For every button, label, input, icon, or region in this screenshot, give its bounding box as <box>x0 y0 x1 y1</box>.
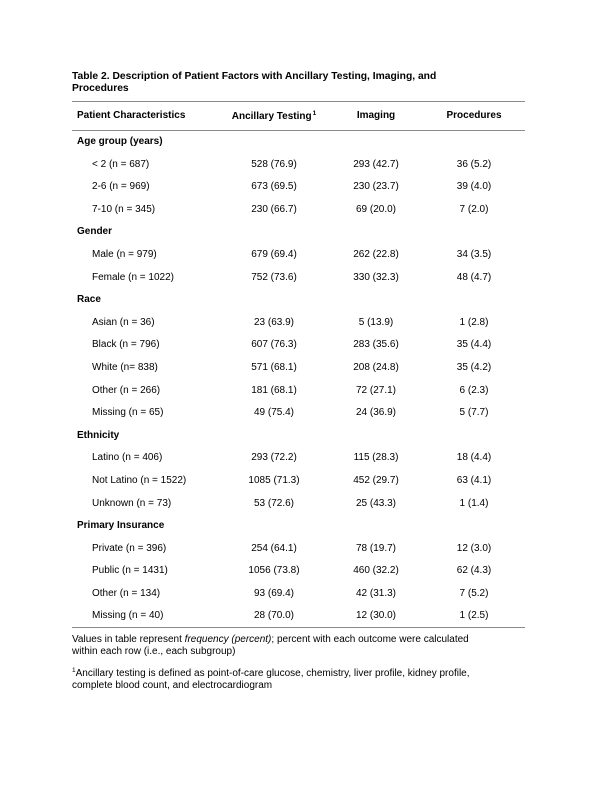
table-row <box>72 582 525 605</box>
row-label: Male (n = 979) <box>92 249 157 261</box>
table-caption: Table 2. Description of Patient Factors with Ancillary Testing, Imaging, and Procedures <box>72 71 437 95</box>
values-note-prefix: Values in table represent <box>72 633 185 645</box>
group-title: Gender <box>77 226 113 238</box>
cell-imaging: 24 (36.9) <box>355 407 397 419</box>
cell-ancillary: 230 (66.7) <box>251 203 297 215</box>
row-label: Public (n = 1431) <box>92 565 168 577</box>
row-label: Asian (n = 36) <box>92 316 155 328</box>
cell-imaging: 230 (23.7) <box>353 181 399 193</box>
row-label: Black (n = 796) <box>92 339 160 351</box>
table-row <box>72 560 525 583</box>
row-label: Unknown (n = 73) <box>92 497 172 509</box>
cell-ancillary: 752 (73.6) <box>251 271 297 283</box>
cell-procedures: 7 (2.0) <box>459 203 489 215</box>
cell-imaging: 12 (30.0) <box>329 605 423 628</box>
cell-procedures: 48 (4.7) <box>456 271 492 283</box>
cell-procedures: 1 (2.5) <box>423 605 525 628</box>
row-label: Private (n = 396) <box>92 542 167 554</box>
cell-imaging: 460 (32.2) <box>353 565 399 577</box>
cell-imaging: 72 (27.1) <box>355 384 397 396</box>
cell-imaging: 208 (24.8) <box>353 362 399 374</box>
cell-ancillary: 181 (68.1) <box>251 384 297 396</box>
table-notes <box>72 634 492 693</box>
cell-imaging: 115 (28.3) <box>353 452 399 464</box>
cell-procedures: 35 (4.4) <box>456 339 492 351</box>
cell-ancillary: 528 (76.9) <box>251 158 297 170</box>
header-row <box>72 101 525 130</box>
table-row <box>72 379 525 402</box>
table-body <box>72 130 525 627</box>
table-row <box>72 311 525 334</box>
row-label: Missing (n = 40) <box>72 605 219 628</box>
cell-imaging: 262 (22.8) <box>353 249 399 261</box>
row-label: < 2 (n = 687) <box>92 158 150 170</box>
cell-procedures: 62 (4.3) <box>456 565 492 577</box>
cell-procedures: 1 (1.4) <box>459 497 489 509</box>
header-ancillary-label: Ancillary Testing <box>231 110 312 122</box>
cell-imaging: 330 (32.3) <box>353 271 399 283</box>
table-row <box>72 469 525 492</box>
footnote-text: Ancillary testing is defined as point-of-care glucose, chemistry, liver profile, kidney profile, complete blood count, and electrocardiogram <box>72 667 470 692</box>
table-row <box>72 243 525 266</box>
header-ancillary-testing <box>219 101 329 130</box>
row-label: 2-6 (n = 969) <box>92 181 150 193</box>
cell-imaging: 293 (42.7) <box>353 158 399 170</box>
table-row <box>72 537 525 560</box>
document-page <box>72 71 525 699</box>
cell-imaging: 283 (35.6) <box>353 339 399 351</box>
table-row <box>72 198 525 221</box>
group-header-row <box>72 424 525 447</box>
cell-ancillary: 49 (75.4) <box>253 407 295 419</box>
cell-procedures: 36 (5.2) <box>456 158 492 170</box>
cell-ancillary: 28 (70.0) <box>219 605 329 628</box>
cell-ancillary: 673 (69.5) <box>251 181 297 193</box>
group-title: Age group (years) <box>77 136 163 148</box>
header-patient-characteristics: Patient Characteristics <box>72 101 219 130</box>
ancillary-footnote <box>72 665 492 693</box>
values-note-emphasis: frequency (percent) <box>184 633 272 645</box>
cell-ancillary: 93 (69.4) <box>253 587 295 599</box>
cell-imaging: 69 (20.0) <box>355 203 397 215</box>
cell-procedures: 35 (4.2) <box>456 362 492 374</box>
row-label: White (n= 838) <box>92 362 158 374</box>
cell-imaging: 78 (19.7) <box>355 542 397 554</box>
table-row <box>72 334 525 357</box>
row-label: Other (n = 266) <box>92 384 161 396</box>
cell-procedures: 5 (7.7) <box>459 407 489 419</box>
row-label: Other (n = 134) <box>92 587 161 599</box>
header-imaging: Imaging <box>329 101 423 130</box>
row-label: Not Latino (n = 1522) <box>92 475 187 487</box>
group-title: Race <box>77 294 101 306</box>
cell-ancillary: 53 (72.6) <box>253 497 295 509</box>
footnote-marker: 1 <box>72 666 76 674</box>
patient-factors-table <box>72 101 525 628</box>
cell-imaging: 42 (31.3) <box>355 587 397 599</box>
group-title: Primary Insurance <box>77 520 165 532</box>
group-header-row <box>72 130 525 153</box>
cell-ancillary: 571 (68.1) <box>251 362 297 374</box>
cell-procedures: 6 (2.3) <box>459 384 489 396</box>
row-label: 7-10 (n = 345) <box>92 203 156 215</box>
table-row <box>72 447 525 470</box>
table-row <box>72 153 525 176</box>
cell-ancillary: 23 (63.9) <box>253 316 295 328</box>
table-row <box>72 176 525 199</box>
cell-ancillary: 1056 (73.8) <box>248 565 300 577</box>
cell-ancillary: 1085 (71.3) <box>248 475 300 487</box>
cell-procedures: 18 (4.4) <box>456 452 492 464</box>
cell-procedures: 34 (3.5) <box>456 249 492 261</box>
cell-imaging: 452 (29.7) <box>353 475 399 487</box>
group-title: Ethnicity <box>77 429 120 441</box>
cell-procedures: 1 (2.8) <box>459 316 489 328</box>
group-header-row <box>72 221 525 244</box>
group-header-row <box>72 288 525 311</box>
table-row <box>72 492 525 515</box>
cell-imaging: 25 (43.3) <box>355 497 397 509</box>
cell-ancillary: 679 (69.4) <box>251 249 297 261</box>
table-row <box>72 401 525 424</box>
row-label: Female (n = 1022) <box>92 271 174 283</box>
header-procedures: Procedures <box>423 101 525 130</box>
cell-ancillary: 254 (64.1) <box>251 542 297 554</box>
table-row <box>72 356 525 379</box>
row-label: Missing (n = 65) <box>92 407 164 419</box>
cell-procedures: 63 (4.1) <box>456 475 492 487</box>
cell-ancillary: 607 (76.3) <box>251 339 297 351</box>
footnote-marker: 1 <box>312 109 317 117</box>
row-label: Latino (n = 406) <box>92 452 163 464</box>
cell-procedures: 12 (3.0) <box>456 542 492 554</box>
cell-imaging: 5 (13.9) <box>358 316 394 328</box>
values-note-suffix: ; percent with each outcome were calculated within each row (i.e., each subgroup) <box>72 633 469 658</box>
values-note <box>72 634 492 659</box>
group-header-row <box>72 514 525 537</box>
table-row <box>72 605 525 628</box>
table-row <box>72 266 525 289</box>
cell-procedures: 7 (5.2) <box>459 587 489 599</box>
cell-procedures: 39 (4.0) <box>456 181 492 193</box>
cell-ancillary: 293 (72.2) <box>251 452 297 464</box>
